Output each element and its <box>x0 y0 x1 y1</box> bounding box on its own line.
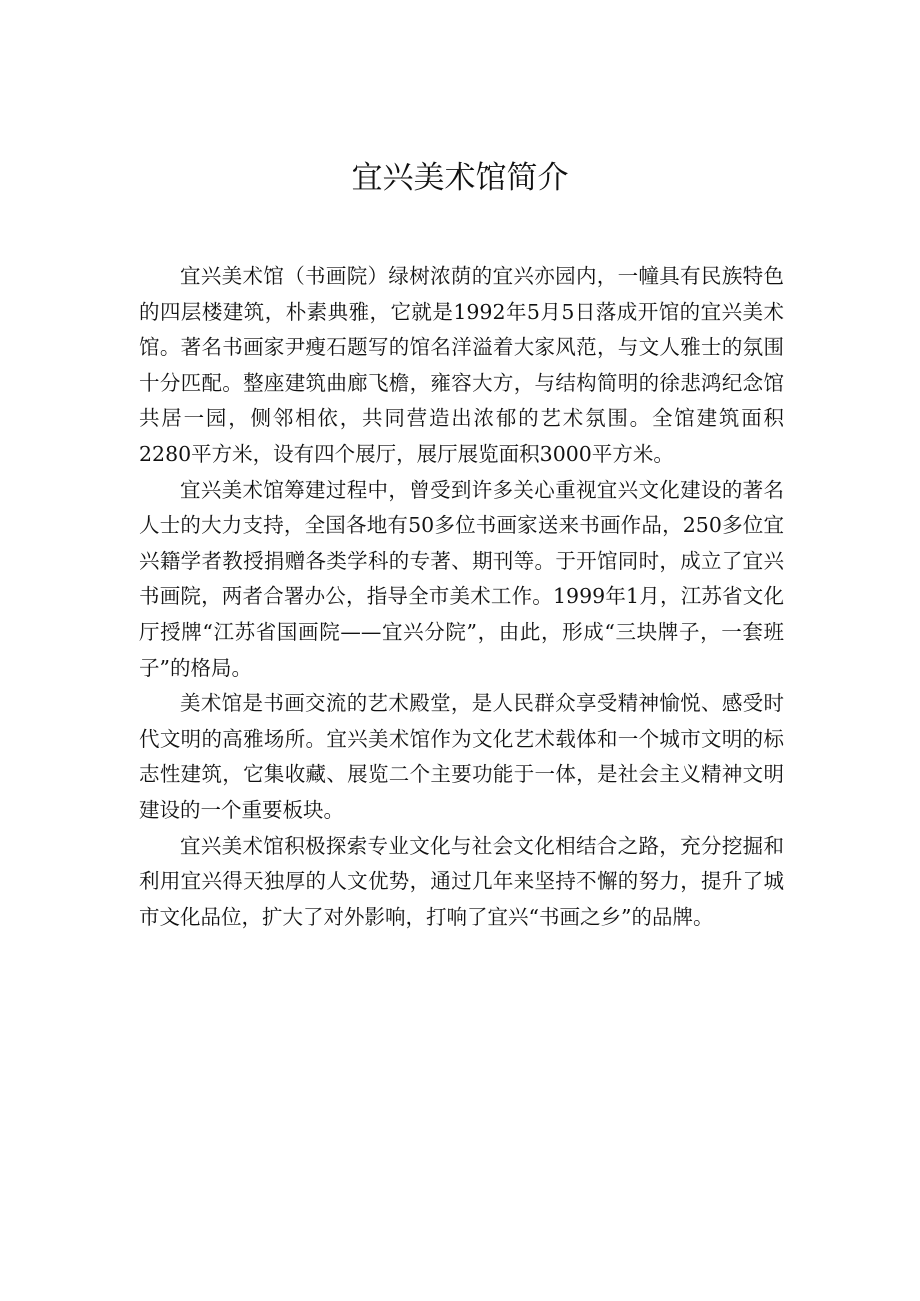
paragraph-3: 美术馆是书画交流的艺术殿堂，是人民群众享受精神愉悦、感受时代文明的高雅场所。宜兴美术馆作为文化艺术载体和一个城市文明的标志性建筑，它集收藏、展览二个主要功能于一体，是社会主义精神文明建设的一个重要板块。 <box>139 691 784 822</box>
document-title: 宜兴美术馆简介 <box>351 160 569 196</box>
paragraph-4: 宜兴美术馆积极探索专业文化与社会文化相结合之路，充分挖掘和利用宜兴得天独厚的人文优势，通过几年来坚持不懈的努力，提升了城市文化品位，扩大了对外影响，打响了宜兴“书画之乡”的品牌。 <box>139 833 784 929</box>
paragraph-2: 宜兴美术馆筹建过程中，曾受到许多关心重视宜兴文化建设的著名人士的大力支持，全国各地有50多位书画家送来书画作品，250多位宜兴籍学者教授捐赠各类学科的专著、期刊等。于开馆同时，成立了宜兴书画院，两者合署办公，指导全市美术工作。1999年1月，江苏省文化厅授牌“江苏省国画院——宜兴分院”，由此，形成“三块牌子，一套班子”的格局。 <box>139 477 784 680</box>
document-body <box>139 259 784 935</box>
paragraph-1: 宜兴美术馆（书画院）绿树浓荫的宜兴亦园内，一幢具有民族特色的四层楼建筑，朴素典雅，它就是1992年5月5日落成开馆的宜兴美术馆。著名书画家尹瘦石题写的馆名洋溢着大家风范，与文人雅士的氛围十分匹配。整座建筑曲廊飞檐，雍容大方，与结构简明的徐悲鸿纪念馆共居一园，侧邻相依，共同营造出浓郁的艺术氛围。全馆建筑面积2280平方米，设有四个展厅，展厅展览面积3000平方米。 <box>139 264 784 466</box>
